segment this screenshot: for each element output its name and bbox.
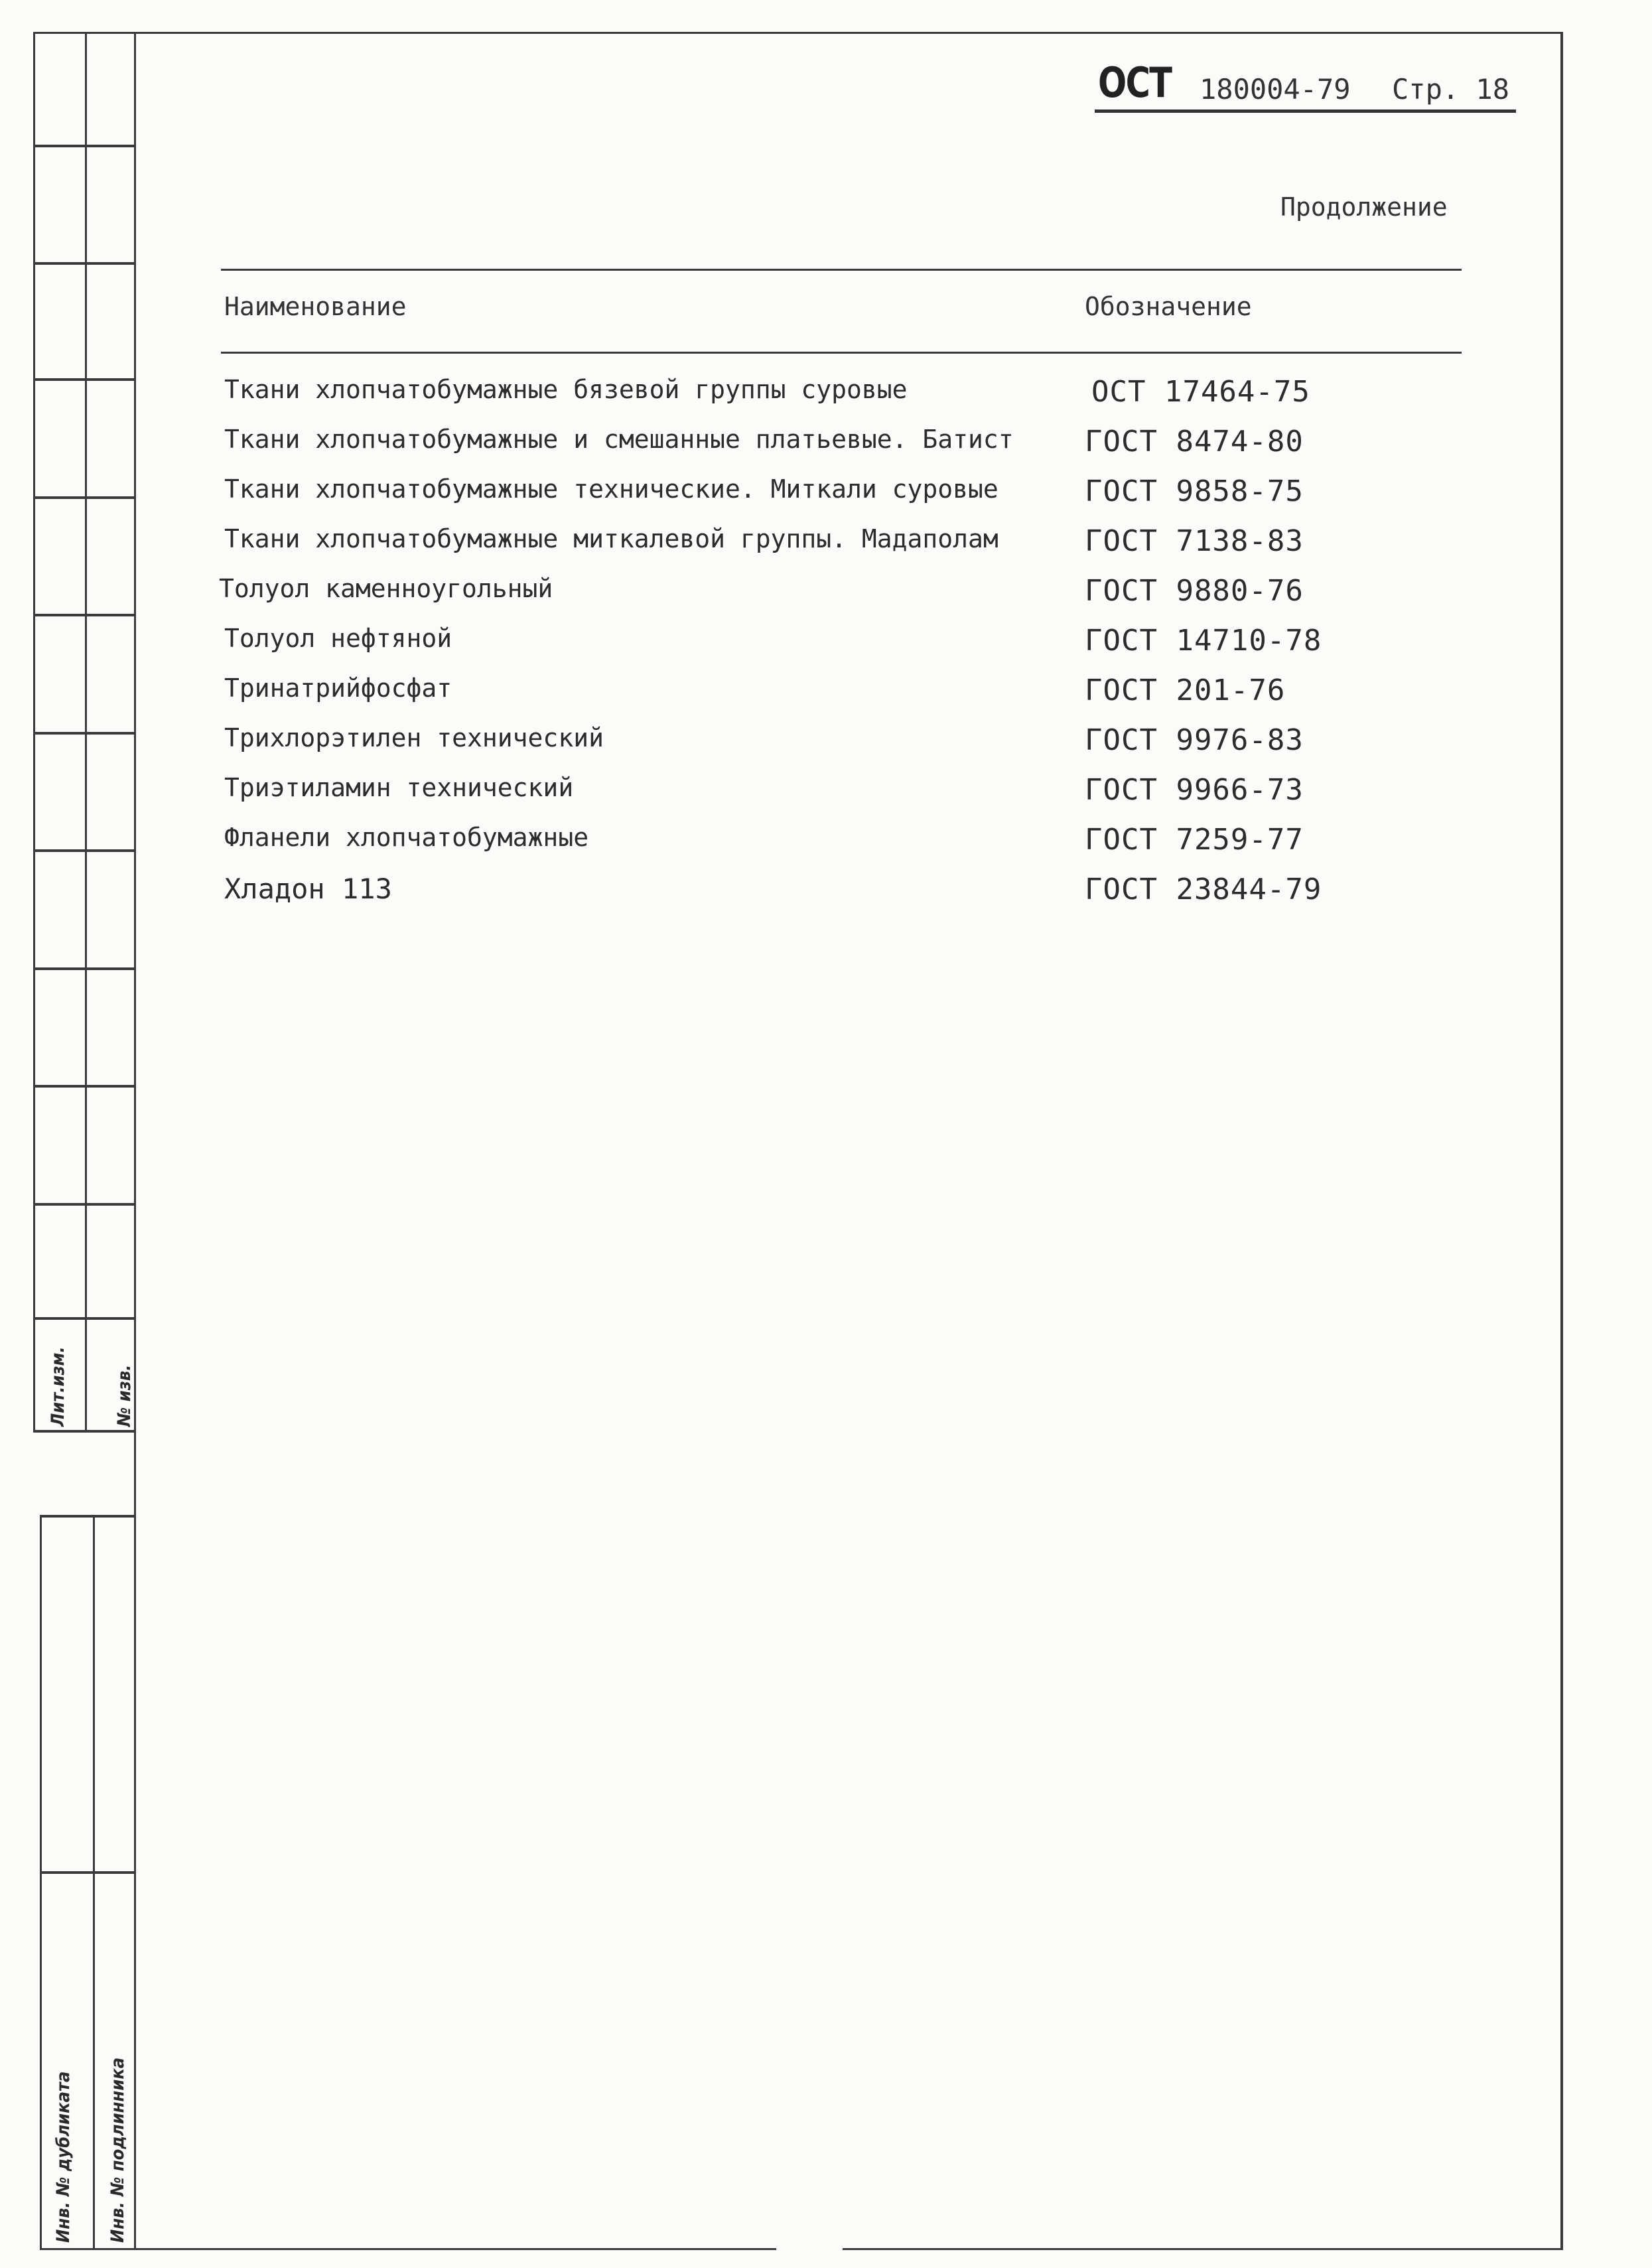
table-row	[0, 773, 1652, 819]
margin-hline-9	[33, 1085, 136, 1088]
margin-lower-hline	[40, 1871, 136, 1874]
row-code: ГОСТ 7259-77	[1085, 823, 1304, 857]
margin-lower-col-2	[93, 1515, 95, 2248]
margin-top-line	[33, 32, 136, 34]
lit-izm-label: Лит.изм.	[48, 1346, 68, 1427]
margin-hline-10	[33, 1203, 136, 1206]
header-doc-number: 180004-79	[1200, 73, 1351, 106]
table-row	[0, 474, 1652, 521]
row-name: Тринатрийфосфат	[224, 673, 452, 703]
table-row	[0, 425, 1652, 471]
col-header-name: Наименование	[224, 292, 407, 321]
table-row	[0, 673, 1652, 720]
margin-hline-12	[33, 1430, 136, 1433]
table-header-rule	[221, 352, 1462, 354]
col-header-code: Обозначение	[1085, 292, 1252, 321]
row-name: Ткани хлопчатобумажные и смешанные платьевые. Батист	[224, 425, 1014, 454]
row-code: ГОСТ 9966-73	[1085, 773, 1304, 807]
inv-dubl-label: Инв. № дубликата	[53, 2071, 74, 2243]
row-code: ГОСТ 23844-79	[1085, 873, 1322, 906]
row-name: Хладон 113	[224, 873, 392, 905]
table-row	[0, 574, 1652, 620]
margin-lower-top-line	[40, 1515, 136, 1518]
row-name: Триэтиламин технический	[224, 773, 574, 802]
table-row	[0, 624, 1652, 670]
row-code: ГОСТ 9976-83	[1085, 723, 1304, 757]
row-code: ГОСТ 7138-83	[1085, 524, 1304, 558]
frame-left-line	[134, 32, 136, 2248]
no-izv-label: № изв.	[114, 1364, 135, 1427]
row-code: ГОСТ 201-76	[1085, 673, 1286, 707]
continuation-label: Продолжение	[1280, 192, 1448, 222]
margin-hline-1	[33, 145, 136, 147]
frame-right-line	[1560, 32, 1563, 2248]
margin-lower-col-1	[40, 1515, 42, 2248]
frame-top-line	[136, 32, 1562, 34]
table-row	[0, 823, 1652, 869]
row-name: Ткани хлопчатобумажные миткалевой группы. Мадаполам	[224, 524, 998, 553]
row-code: ГОСТ 9858-75	[1085, 474, 1304, 508]
table-row	[0, 873, 1652, 919]
row-code: ГОСТ 14710-78	[1085, 624, 1322, 658]
table-top-rule	[221, 269, 1462, 271]
frame-bottom-line-left	[40, 2248, 776, 2250]
inv-podl-label: Инв. № подлинника	[107, 2057, 128, 2243]
row-code: ГОСТ 9880-76	[1085, 574, 1304, 608]
table-row	[0, 375, 1652, 421]
margin-hline-11	[33, 1317, 136, 1320]
header-ost: ОСТ	[1098, 58, 1172, 107]
row-name: Ткани хлопчатобумажные бязевой группы суровые	[224, 375, 908, 404]
margin-hline-2	[33, 262, 136, 265]
margin-hline-8	[33, 967, 136, 970]
header-page: Стр. 18	[1392, 73, 1510, 106]
header-underline	[1095, 109, 1516, 113]
row-name: Трихлорэтилен технический	[224, 723, 604, 752]
table-row	[0, 524, 1652, 571]
row-name: Толуол каменноугольный	[219, 574, 553, 603]
row-name: Толуол нефтяной	[224, 624, 452, 653]
row-code: ГОСТ 8474-80	[1085, 425, 1304, 459]
frame-bottom-line-right	[843, 2248, 1563, 2250]
table-row	[0, 723, 1652, 770]
row-code: ОСТ 17464-75	[1091, 375, 1310, 409]
row-name: Фланели хлопчатобумажные	[224, 823, 589, 852]
row-name: Ткани хлопчатобумажные технические. Миткали суровые	[224, 474, 998, 504]
